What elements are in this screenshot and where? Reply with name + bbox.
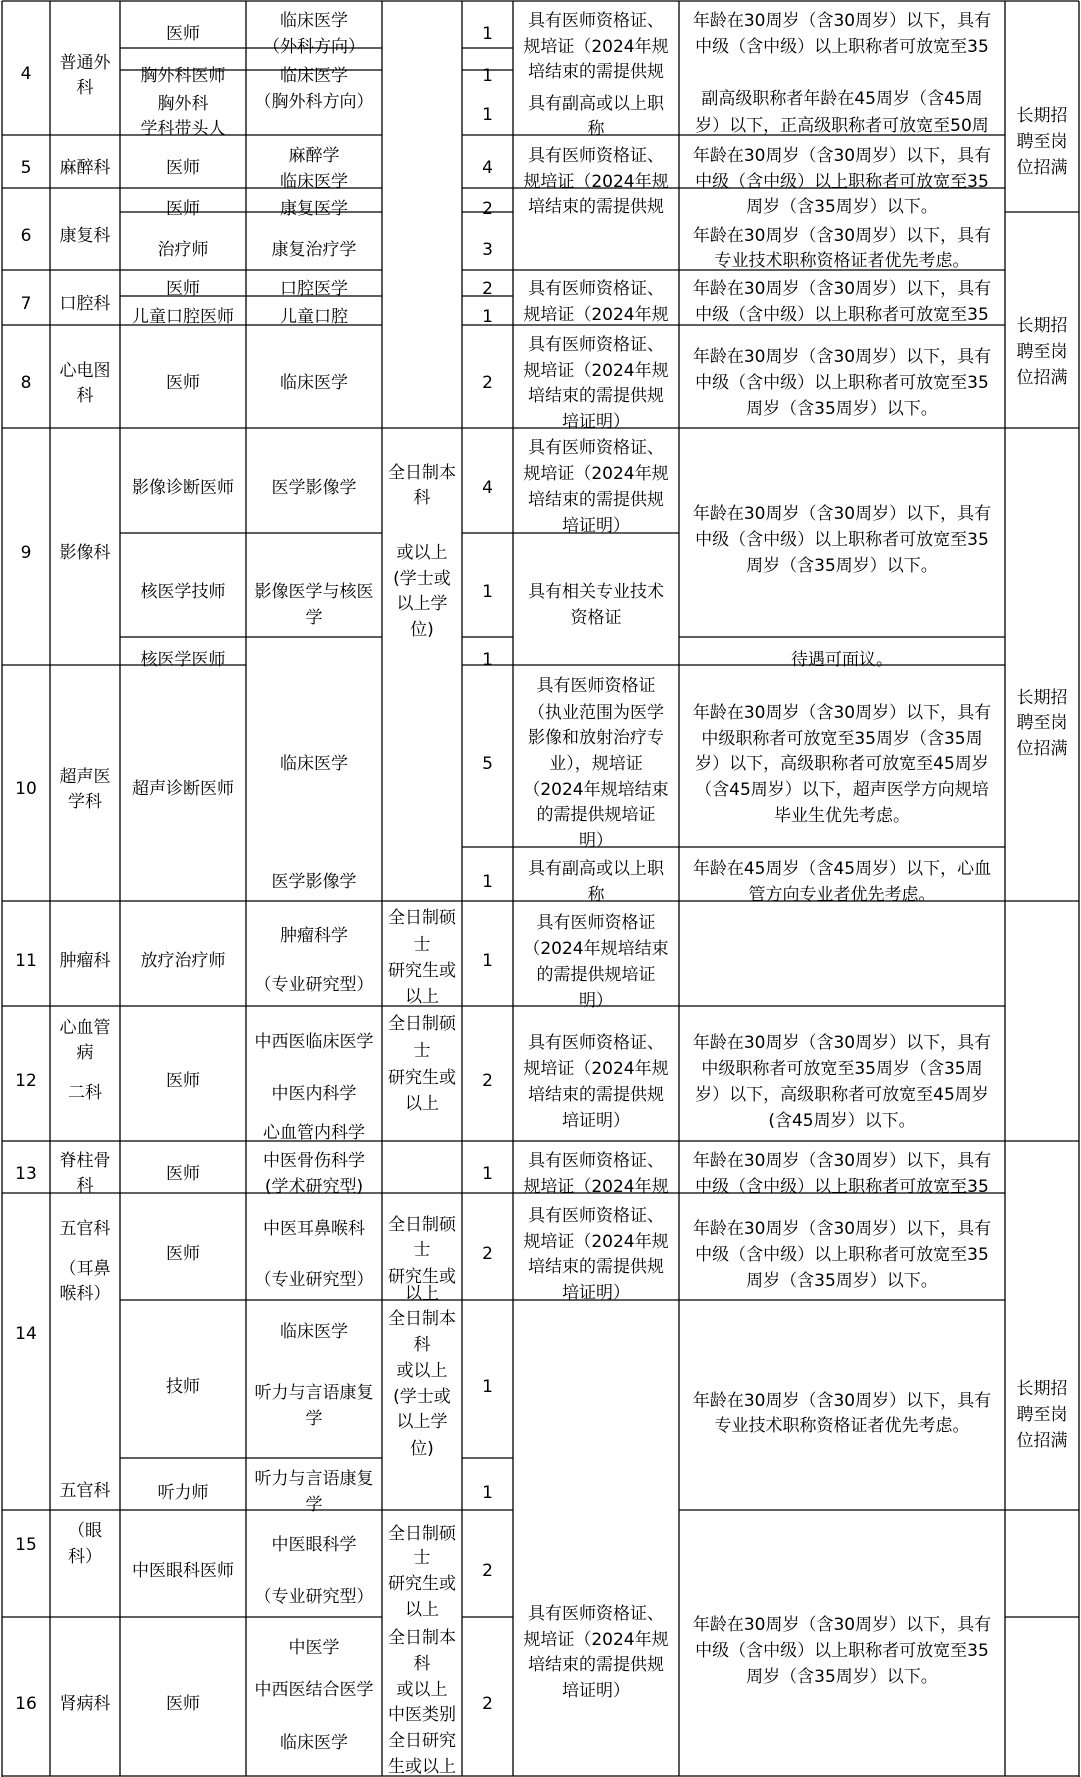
cell-text-n-1-a: 长期招 [1016,106,1068,126]
cell-text-num-6-2: 3 [482,240,493,260]
cell-text-edu-9-a: 全日制本 [388,463,456,483]
cell-text-r-5-3: 周岁（含35周岁）以下。 [746,197,938,217]
cell-text-dept-14-a: 五官科 [59,1219,111,1239]
cell-text-r-8-2: 中级（含中级）以上职称者可放宽至35 [695,373,989,393]
cell-text-dept-12-c: 二科 [68,1083,102,1103]
cell-text-maj-14-1a: 中医耳鼻喉科 [263,1219,365,1239]
cell-text-num-9-2: 1 [482,582,493,602]
cell-text-pos-12: 医师 [166,1071,200,1091]
cell-text-pos-5: 医师 [166,158,200,178]
cell-text-no-10: 10 [15,779,37,799]
cell-text-no-8: 8 [20,373,32,393]
cell-text-dept-10-a: 超声医 [59,767,111,787]
cell-text-q-15-4: 培证明） [562,1681,630,1701]
cell-text-edu-14b-f: 位) [410,1439,434,1459]
cell-text-num-8: 2 [482,373,493,393]
cell-text-maj-11-a: 肿瘤科学 [280,926,348,946]
cell-text-pos-4-3a: 胸外科 [157,94,209,114]
cell-text-maj-7-1: 口腔医学 [280,279,348,299]
cell-text-maj-9-2b: 学 [305,608,323,628]
cell-text-n-3-c: 位招满 [1016,739,1068,759]
cell-text-r-10a-4: （含45周岁）以下，超声医学方向规培 [695,780,989,800]
cell-text-n-3-a: 长期招 [1016,688,1068,708]
cell-text-q-8-2: 规培证（2024年规 [523,361,669,381]
cell-text-edu-11-b: 士 [413,935,431,955]
cell-text-maj-11-b: （专业研究型） [254,975,374,995]
cell-text-maj-16-b: 中西医结合医学 [254,1680,374,1700]
cell-text-maj-4-1a: 临床医学 [280,11,348,31]
cell-text-edu-16-f: 生或以上 [388,1757,456,1777]
cell-text-n-1-c: 位招满 [1016,158,1068,178]
cell-text-q-4a-2: 规培证（2024年规 [523,37,669,57]
cell-text-pos-15-2: 中医眼科医师 [132,1561,234,1581]
cell-text-r-8-3: 周岁（含35周岁）以下。 [746,399,938,419]
cell-text-pos-4-3b: 学科带头人 [140,119,226,139]
cell-text-num-6-1: 2 [482,199,493,219]
cell-text-maj-12-a: 中西医临床医学 [254,1032,374,1052]
cell-text-no-15: 15 [15,1535,37,1555]
cell-text-edu-14a-a: 全日制硕 [388,1215,456,1235]
cell-text-pos-9-2: 核医学技师 [140,582,226,602]
cell-text-num-15-2: 2 [482,1561,493,1581]
cell-text-edu-14a-d: 以上 [405,1284,439,1304]
cell-text-q-10a-2: （执业范围为医学 [528,703,664,723]
cell-text-edu-14a-b: 士 [413,1240,431,1260]
cell-text-r-14a-3: 周岁（含35周岁）以下。 [746,1271,938,1291]
cell-text-edu-14b-a: 全日制本 [388,1309,456,1329]
cell-text-no-4: 4 [20,64,32,84]
cell-text-n-1-b: 聘至岗 [1016,132,1068,152]
cell-text-edu-14b-c: 或以上 [396,1361,448,1381]
cell-text-dept-6: 康复科 [59,226,111,246]
cell-text-q-4a-3: 培结束的需提供规 [528,62,664,82]
cell-text-maj-4-2b: （胸外科方向） [254,92,374,112]
cell-text-maj-16-a: 中医学 [288,1638,340,1658]
cell-text-edu-14b-e: 以上学 [396,1412,448,1432]
cell-text-pos-6-1: 医师 [166,199,200,219]
cell-text-r-14a-2: 中级（含中级）以上职称者可放宽至35 [695,1245,989,1265]
cell-text-maj-6-2: 康复治疗学 [271,240,357,260]
cell-text-r-12-3: 岁）以下，高级职称者可放宽至45周岁 [695,1085,989,1105]
cell-text-q-9a-1: 具有医师资格证、 [528,438,664,458]
cell-text-r-8-1: 年龄在30周岁（含30周岁）以下，具有 [692,347,992,367]
cell-text-pos-7-2: 儿童口腔医师 [132,307,234,327]
cell-text-r-10a-3: 岁）以下，高级职称者可放宽至45周岁 [695,754,989,774]
cell-text-maj-13-b: (学术研究型) [264,1177,364,1197]
cell-text-r-10a-1: 年龄在30周岁（含30周岁）以下，具有 [692,703,992,723]
cell-text-edu-15-b: 士 [413,1548,431,1568]
cell-text-dept-13-b: 科 [76,1176,94,1196]
cell-text-r-7-2: 中级（含中级）以上职称者可放宽至35 [695,305,989,325]
cell-text-num-14-1: 2 [482,1244,493,1264]
cell-text-maj-15-2a: 中医眼科学 [271,1535,357,1555]
cell-text-no-7: 7 [20,294,32,314]
cell-text-q-4b-2: 称 [587,119,605,139]
cell-text-edu-11-a: 全日制硕 [388,908,456,928]
cell-text-edu-16-c: 或以上 [396,1680,448,1700]
cell-text-dept-15-b: （眼 [68,1521,102,1541]
cell-text-r-16-3: 周岁（含35周岁）以下。 [746,1667,938,1687]
cell-text-q-7-1: 具有医师资格证、 [528,279,664,299]
cell-text-r-7-1: 年龄在30周岁（含30周岁）以下，具有 [692,279,992,299]
cell-text-maj-14-2b: 听力与言语康复 [254,1383,374,1403]
cell-text-dept-8-b: 科 [76,386,94,406]
cell-text-n-3-b: 聘至岗 [1016,713,1068,733]
cell-text-dept-8-a: 心电图 [59,361,111,381]
cell-text-dept-16: 肾病科 [59,1694,111,1714]
cell-text-n-4-b: 聘至岗 [1016,1405,1068,1425]
cell-text-q-10a-5: （2024年规培结束 [523,780,669,800]
cell-text-no-14: 14 [15,1324,37,1344]
cell-text-q-12-2: 规培证（2024年规 [523,1059,669,1079]
cell-text-r-10b-1: 年龄在45周岁（含45周岁）以下，心血 [692,859,992,879]
cell-text-dept-9: 影像科 [59,543,111,563]
cell-text-r-13-2: 中级（含中级）以上职称者可放宽至35 [695,1177,989,1197]
cell-text-maj-16-c: 临床医学 [280,1733,348,1753]
cell-text-q-13-2: 规培证（2024年规 [523,1177,669,1197]
cell-text-r-10b-2: 管方向专业者优先考虑。 [748,885,936,905]
cell-text-r-9c: 待遇可面议。 [791,650,893,670]
cell-text-r-10a-2: 中级职称者可放宽至35周岁（含35周 [701,729,983,749]
cell-text-no-5: 5 [20,158,32,178]
cell-text-maj-7-2: 儿童口腔 [280,307,348,327]
cell-text-no-12: 12 [15,1071,37,1091]
cell-text-n-2-c: 位招满 [1016,368,1068,388]
cell-text-q-10a-4: 业），规培证 [549,754,643,774]
cell-text-q-9a-4: 培证明） [562,516,630,536]
cell-text-r-4a-2: 中级（含中级）以上职称者可放宽至35 [695,37,989,57]
cell-text-no-16: 16 [15,1694,37,1714]
cell-text-dept-7: 口腔科 [59,294,111,314]
cell-text-pos-10: 超声诊断医师 [132,779,234,799]
cell-text-num-7-1: 2 [482,279,493,299]
cell-text-pos-14-2: 技师 [166,1377,200,1397]
cell-text-dept-12-b: 病 [76,1043,94,1063]
cell-text-edu-15-c: 研究生或 [388,1574,456,1594]
cell-text-maj-12-c: 心血管内科学 [263,1123,365,1143]
cell-text-q-10b-2: 称 [587,885,605,905]
cell-text-edu-16-a: 全日制本 [388,1628,456,1648]
cell-text-dept-14-c: 喉科） [59,1284,111,1304]
cell-text-maj-6-1: 康复医学 [280,199,348,219]
cell-text-maj-5-a: 麻醉学 [288,146,340,166]
cell-text-q-15-1: 具有医师资格证、 [528,1604,664,1624]
cell-text-r-14a-1: 年龄在30周岁（含30周岁）以下，具有 [692,1219,992,1239]
cell-text-q-5-2: 规培证（2024年规 [523,172,669,192]
cell-text-num-9-1: 4 [482,478,493,498]
cell-text-maj-15-2b: （专业研究型） [254,1587,374,1607]
cell-text-edu-16-b: 科 [413,1654,431,1674]
cell-text-q-9a-2: 规培证（2024年规 [523,464,669,484]
cell-text-num-13: 1 [482,1164,493,1184]
cell-text-edu-9-b: 科 [413,488,431,508]
cell-text-r-6-2: 专业技术职称资格证者优先考虑。 [714,251,970,271]
cell-text-q-4a-1: 具有医师资格证、 [528,11,664,31]
cell-text-q-4b-1: 具有副高或以上职 [528,94,664,114]
cell-text-q-7-2: 规培证（2024年规 [523,305,669,325]
cell-text-pos-15-1: 听力师 [157,1483,209,1503]
cell-text-edu-14b-b: 科 [413,1335,431,1355]
cell-text-r-4b-1: 副高级职称者年龄在45周岁（含45周 [701,89,983,109]
cell-text-num-16: 2 [482,1694,493,1714]
cell-text-edu-16-e: 全日研究 [388,1731,456,1751]
cell-text-num-4-1: 1 [482,24,493,44]
cell-text-edu-12-c: 研究生或 [388,1068,456,1088]
cell-text-maj-4-1b: （外科方向） [263,37,365,57]
cell-text-pos-16: 医师 [166,1694,200,1714]
cell-text-edu-12-a: 全日制硕 [388,1014,456,1034]
cell-text-maj-13-a: 中医骨伤科学 [263,1151,365,1171]
cell-text-q-10a-3: 影像和放射治疗专 [528,728,664,748]
cell-text-q-9b-1: 具有相关专业技术 [528,582,664,602]
cell-text-q-14-3: 培结束的需提供规 [528,1257,664,1277]
cell-text-r-14b-1: 年龄在30周岁（含30周岁）以下，具有 [692,1391,992,1411]
cell-text-r-10a-5: 毕业生优先考虑。 [774,806,910,826]
cell-text-edu-11-d: 以上 [405,987,439,1007]
cell-text-q-14-2: 规培证（2024年规 [523,1232,669,1252]
cell-text-maj-9-1: 医学影像学 [271,478,357,498]
cell-text-r-4a-1: 年龄在30周岁（含30周岁）以下，具有 [692,11,992,31]
cell-text-r-6-1: 年龄在30周岁（含30周岁）以下，具有 [692,226,992,246]
cell-text-pos-9-1: 影像诊断医师 [132,478,234,498]
cell-text-pos-4-1: 医师 [166,24,200,44]
cell-text-dept-12-a: 心血管 [59,1018,111,1038]
cell-text-q-11-1: 具有医师资格证 [536,913,656,933]
cell-text-q-8-4: 培证明） [562,412,630,432]
cell-text-q-9a-3: 培结束的需提供规 [528,490,664,510]
cell-text-q-11-2: （2024年规培结束 [523,939,669,959]
cell-text-maj-14-2c: 学 [305,1409,323,1429]
cell-text-dept-15-c: 科） [68,1547,102,1567]
cell-text-r-16-2: 中级（含中级）以上职称者可放宽至35 [695,1641,989,1661]
cell-text-no-13: 13 [15,1164,37,1184]
cell-text-n-4-c: 位招满 [1016,1431,1068,1451]
cell-text-r-13-1: 年龄在30周岁（含30周岁）以下，具有 [692,1151,992,1171]
cell-text-no-9: 9 [20,543,32,563]
cell-text-pos-7-1: 医师 [166,279,200,299]
cell-text-edu-15-a: 全日制硕 [388,1524,456,1544]
cell-text-dept-10-b: 学科 [68,792,102,812]
cell-text-q-10a-1: 具有医师资格证 [536,676,656,696]
cell-text-num-11: 1 [482,951,493,971]
cell-text-maj-4-2a: 临床医学 [280,66,348,86]
cell-text-edu-15-d: 以上 [405,1600,439,1620]
cell-text-maj-10-b: 医学影像学 [271,872,357,892]
cell-text-dept-15-a: 五官科 [59,1481,111,1501]
cell-text-num-5: 4 [482,158,493,178]
cell-text-q-8-1: 具有医师资格证、 [528,335,664,355]
cell-text-edu-14b-d: (学士或 [393,1387,451,1407]
cell-text-maj-8: 临床医学 [280,373,348,393]
cell-text-r-9-3: 周岁（含35周岁）以下。 [746,556,938,576]
cell-text-n-4-a: 长期招 [1016,1379,1068,1399]
cell-text-q-14-1: 具有医师资格证、 [528,1206,664,1226]
cell-text-edu-9-d: (学士或 [393,569,451,589]
cell-text-maj-14-1b: （专业研究型） [254,1270,374,1290]
cell-text-r-9-2: 中级（含中级）以上职称者可放宽至35 [695,530,989,550]
cell-text-num-10-1: 5 [482,754,493,774]
cell-text-maj-15-1b: 学 [305,1495,323,1515]
cell-text-r-9-1: 年龄在30周岁（含30周岁）以下，具有 [692,504,992,524]
cell-text-maj-5-b: 临床医学 [280,172,348,192]
cell-text-edu-9-c: 或以上 [396,543,448,563]
cell-text-q-12-4: 培证明） [562,1111,630,1131]
cell-text-dept-14-b: （耳鼻 [59,1259,111,1279]
cell-text-q-9b-2: 资格证 [570,608,622,628]
cell-text-pos-11: 放疗治疗师 [140,951,226,971]
cell-text-r-5-1: 年龄在30周岁（含30周岁）以下，具有 [692,146,992,166]
cell-text-edu-12-b: 士 [413,1041,431,1061]
cell-text-num-12: 2 [482,1071,493,1091]
cell-text-q-5-1: 具有医师资格证、 [528,146,664,166]
cell-text-r-12-2: 中级职称者可放宽至35周岁（含35周 [701,1059,983,1079]
cell-text-edu-9-e: 以上学 [396,594,448,614]
cell-text-q-11-3: 的需提供规培证 [536,965,656,985]
cell-text-edu-12-d: 以上 [405,1094,439,1114]
cell-text-pos-9-3: 核医学医师 [140,650,226,670]
cell-text-no-11: 11 [15,951,37,971]
cell-text-pos-4-2: 胸外科医师 [140,66,226,86]
cell-text-dept-11: 肿瘤科 [59,951,111,971]
cell-text-r-5-2: 中级（含中级）以上职称者可放宽至35 [695,172,989,192]
cell-text-num-7-2: 1 [482,307,493,327]
cell-text-pos-8: 医师 [166,373,200,393]
cell-text-q-15-2: 规培证（2024年规 [523,1630,669,1650]
cell-text-q-13-1: 具有医师资格证、 [528,1151,664,1171]
cell-text-edu-11-c: 研究生或 [388,961,456,981]
cell-text-dept-4-a: 普通外 [59,53,111,73]
cell-text-maj-9-2a: 影像医学与核医 [254,582,374,602]
cell-text-edu-14a-c: 研究生或 [388,1267,456,1287]
cell-text-pos-13: 医师 [166,1164,200,1184]
cell-text-q-10b-1: 具有副高或以上职 [528,859,664,879]
cell-text-q-12-3: 培结束的需提供规 [528,1085,664,1105]
cell-text-q-15-3: 培结束的需提供规 [528,1655,664,1675]
cell-text-pos-14-1: 医师 [166,1244,200,1264]
cell-text-n-2-a: 长期招 [1016,316,1068,336]
cell-text-q-11-4: 明） [579,991,613,1011]
cell-text-num-9-3: 1 [482,650,493,670]
cell-text-num-15-1: 1 [482,1483,493,1503]
cell-text-num-14-2: 1 [482,1377,493,1397]
cell-text-dept-5: 麻醉科 [59,158,111,178]
cell-text-edu-16-d: 中医类别 [388,1705,456,1725]
cell-text-q-14-4: 培证明） [562,1283,630,1303]
cell-text-r-12-1: 年龄在30周岁（含30周岁）以下，具有 [692,1033,992,1053]
cell-text-r-16-1: 年龄在30周岁（含30周岁）以下，具有 [692,1615,992,1635]
cell-text-maj-12-b: 中医内科学 [271,1084,357,1104]
cell-text-q-5-3: 培结束的需提供规 [528,197,664,217]
cell-text-num-4-3: 1 [482,105,493,125]
cell-text-dept-13-a: 脊柱骨 [59,1151,111,1171]
cell-text-q-12-1: 具有医师资格证、 [528,1033,664,1053]
cell-text-maj-15-1a: 听力与言语康复 [254,1469,374,1489]
cell-text-edu-9-f: 位) [410,620,434,640]
cell-text-maj-10-a: 临床医学 [280,754,348,774]
cell-text-r-4b-2: 岁）以下，正高级职称者可放宽至50周 [695,116,989,136]
cell-text-r-14b-2: 专业技术职称资格证者优先考虑。 [714,1416,970,1436]
cell-text-maj-14-2a: 临床医学 [280,1322,348,1342]
cell-text-num-10-2: 1 [482,872,493,892]
cell-text-no-6: 6 [20,226,32,246]
cell-text-pos-6-2: 治疗师 [157,240,209,260]
cell-text-q-8-3: 培结束的需提供规 [528,386,664,406]
cell-text-q-10a-7: 明） [579,831,613,851]
cell-text-dept-4-b: 科 [76,78,94,98]
cell-text-r-12-4: (含45周岁）以下。 [768,1111,916,1131]
cell-text-num-4-2: 1 [482,66,493,86]
cell-text-n-2-b: 聘至岗 [1016,342,1068,362]
cell-text-q-10a-6: 的需提供规培证 [536,805,656,825]
